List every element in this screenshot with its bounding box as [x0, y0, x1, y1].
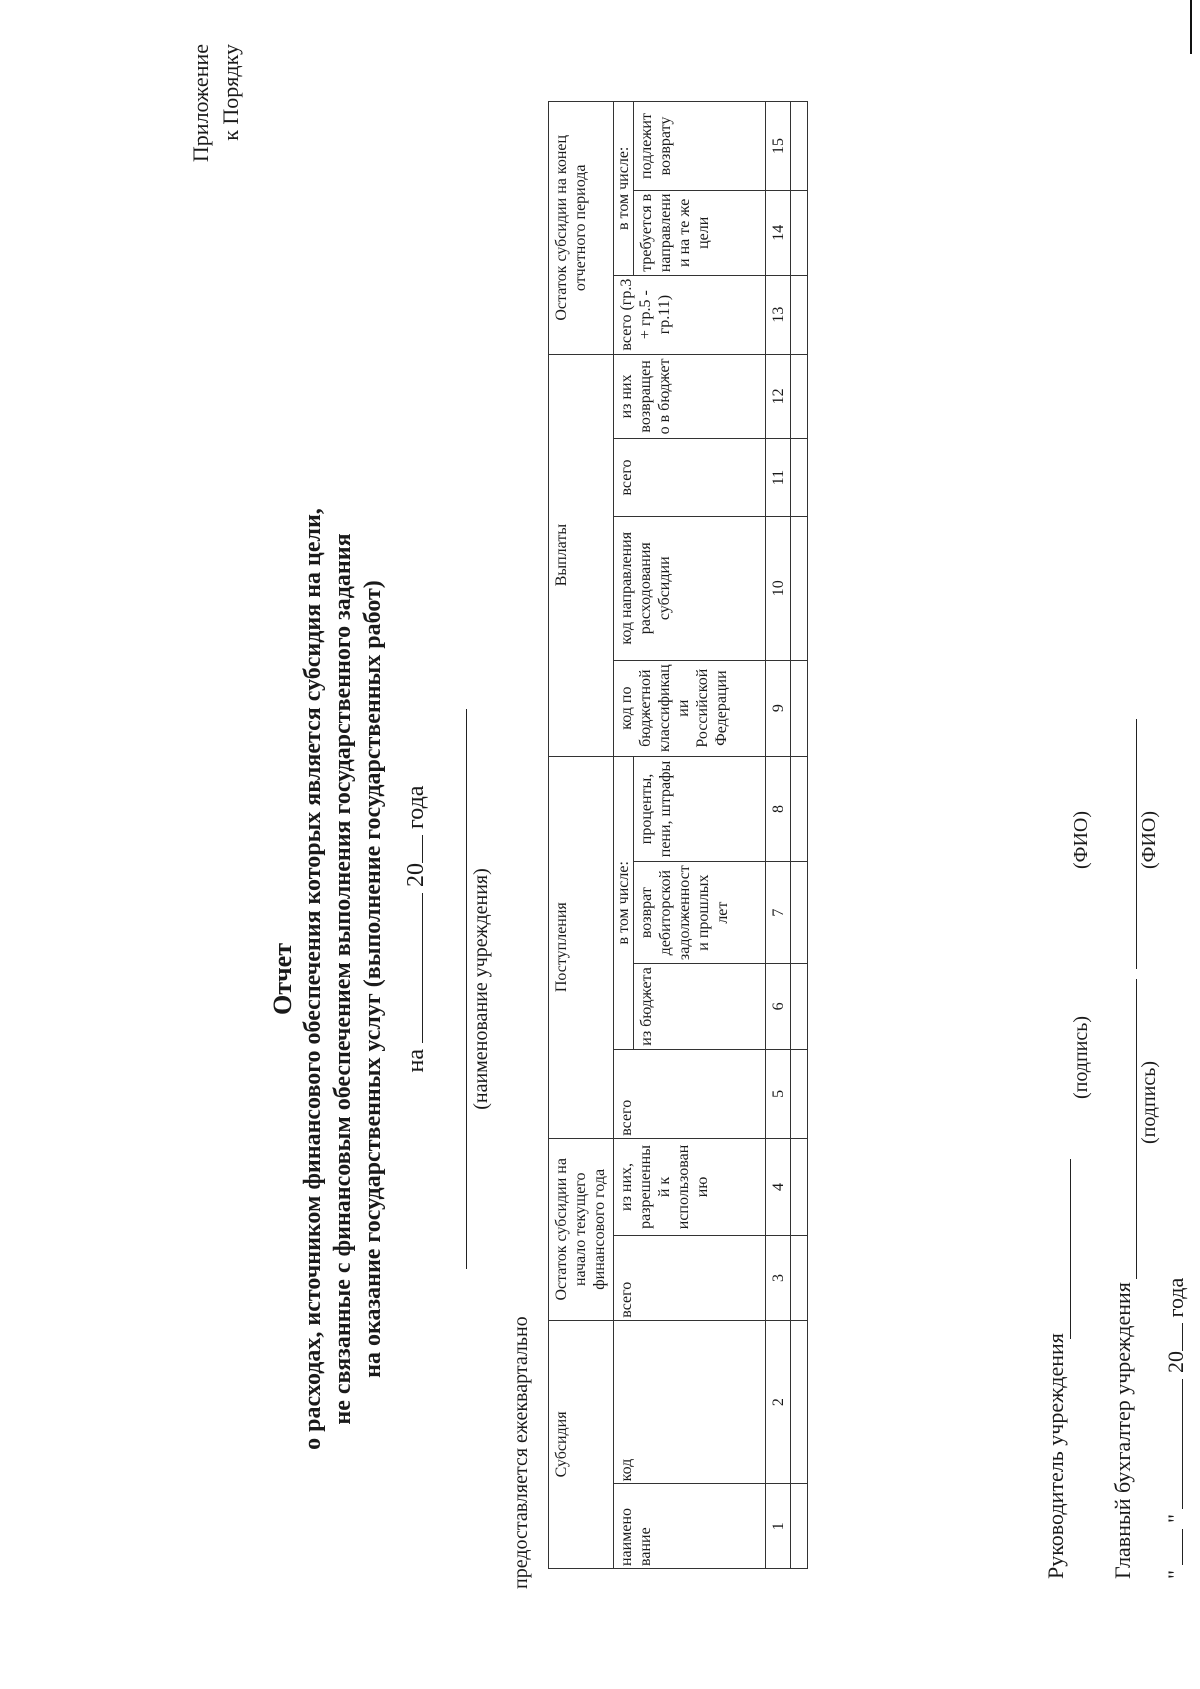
head-name-caption: (ФИО) — [1070, 810, 1092, 869]
signature-year-field[interactable] — [1160, 1323, 1183, 1351]
title-line3: не связанные с финансовым обеспечением выполнения государственного задания — [330, 533, 356, 1425]
column-number: 11 — [766, 439, 791, 517]
title-line4: на оказание государственных услуг (выполнение государственных работ) — [360, 580, 386, 1378]
header-receipts: Поступления — [549, 756, 614, 1138]
column-number: 5 — [766, 1049, 791, 1138]
header-payments-total: всего — [614, 439, 766, 517]
table-cell[interactable] — [791, 1138, 808, 1235]
accountant-signature-field[interactable] — [1136, 979, 1137, 1279]
header-receipts-total: всего — [614, 1049, 766, 1138]
date-quote-close: " — [1163, 1514, 1188, 1524]
header-receipts-penalties: проценты, пени, штрафы — [634, 756, 766, 862]
header-balance-start: Остаток субсидии на начало текущего финансового года — [549, 1138, 614, 1320]
column-number: 1 — [766, 1484, 791, 1569]
header-payments-budget-code: код по бюджетной классификации Российской Федерации — [614, 660, 766, 756]
header-receipts-including: в том числе: — [614, 756, 634, 1049]
header-payments-returned: из них возвращено в бюджет — [614, 354, 766, 439]
institution-caption: (наименование учреждения) — [470, 868, 492, 1110]
signature-date-century: 20 — [1163, 1351, 1188, 1374]
table-cell[interactable] — [791, 1049, 808, 1138]
appendix-header — [186, 44, 246, 234]
header-receipts-debt-return: возврат дебиторской задолженности прошлых лет — [634, 862, 766, 964]
header-balance-end-required: требуется в направлении на те же цели — [634, 190, 766, 275]
column-number: 4 — [766, 1138, 791, 1235]
head-signature-field[interactable] — [1070, 1159, 1071, 1339]
header-payments: Выплаты — [549, 354, 614, 756]
column-number: 14 — [766, 190, 791, 275]
header-balance-end-total: всего (гр.3 + гр.5 - гр.11) — [614, 275, 766, 354]
column-number: 8 — [766, 756, 791, 862]
accountant-name-caption: (ФИО) — [1138, 810, 1160, 869]
column-number-row — [766, 102, 791, 1569]
signature-month-field[interactable] — [1160, 1379, 1183, 1509]
head-label: Руководитель учреждения — [1043, 1333, 1068, 1579]
date-suffix: года — [403, 785, 429, 829]
header-receipts-budget: из бюджета — [634, 963, 766, 1049]
title-line2: о расходах, источником финансового обеспечения которых является субсидия на цели, — [300, 508, 326, 1450]
signature-date-suffix: года — [1163, 1277, 1188, 1318]
table-cell[interactable] — [791, 190, 808, 275]
table-cell[interactable] — [791, 963, 808, 1049]
header-balance-start-total: всего — [614, 1236, 766, 1321]
institution-name-field[interactable] — [466, 709, 467, 1269]
table-cell[interactable] — [791, 756, 808, 862]
report-table — [548, 101, 808, 1569]
year-blank-field[interactable] — [400, 835, 423, 863]
header-subsidy: Субсидия — [549, 1320, 614, 1568]
appendix-line1: Приложение — [188, 44, 213, 163]
header-subsidy-code: код — [614, 1320, 766, 1484]
column-number: 10 — [766, 516, 791, 660]
table-cell[interactable] — [791, 660, 808, 756]
date-century: 20 — [403, 862, 429, 887]
column-number: 2 — [766, 1320, 791, 1484]
table-header-row1 — [549, 102, 614, 1569]
date-blank-field[interactable] — [400, 893, 423, 1043]
frequency-note: предоставляется ежеквартально — [510, 1316, 532, 1589]
report-title — [268, 359, 388, 1599]
header-payments-direction-code: код направления расходования субсидии — [614, 516, 766, 660]
header-balance-end-including: в том числе: — [614, 102, 634, 276]
head-signature-caption: (подпись) — [1070, 1015, 1092, 1099]
accountant-signature-caption: (подпись) — [1138, 1060, 1160, 1144]
accountant-name-field[interactable] — [1136, 719, 1137, 969]
table-cell[interactable] — [791, 439, 808, 517]
column-number: 7 — [766, 862, 791, 964]
column-number: 15 — [766, 102, 791, 191]
appendix-line2: к Порядку — [218, 44, 243, 141]
table-cell[interactable] — [791, 1236, 808, 1321]
table-cell[interactable] — [791, 1484, 808, 1569]
signature-day-field[interactable] — [1160, 1529, 1183, 1565]
header-balance-end-refund: подлежит возврату — [634, 102, 766, 191]
title-line1: Отчет — [268, 943, 297, 1015]
accountant-label: Главный бухгалтер учреждения — [1110, 1282, 1135, 1579]
table-cell[interactable] — [791, 354, 808, 439]
table-cell[interactable] — [791, 1320, 808, 1484]
column-number: 12 — [766, 354, 791, 439]
signature-date-line — [1160, 1278, 1189, 1579]
header-subsidy-name: наимено вание — [614, 1484, 766, 1569]
scan-edge-mark — [1190, 0, 1192, 54]
header-balance-end: Остаток субсидии на конец отчетного периода — [549, 102, 614, 355]
column-number: 9 — [766, 660, 791, 756]
table-cell[interactable] — [791, 102, 808, 191]
header-balance-start-allowed: из них, разрешенный к использованию — [614, 1138, 766, 1235]
date-quote-open: " — [1163, 1570, 1188, 1579]
table-cell[interactable] — [791, 862, 808, 964]
column-number: 13 — [766, 275, 791, 354]
table-cell[interactable] — [791, 516, 808, 660]
column-number: 6 — [766, 963, 791, 1049]
table-cell[interactable] — [791, 275, 808, 354]
date-prefix: на — [403, 1048, 429, 1073]
report-date-line — [400, 729, 430, 1129]
column-number: 3 — [766, 1236, 791, 1321]
table-row — [791, 102, 808, 1569]
